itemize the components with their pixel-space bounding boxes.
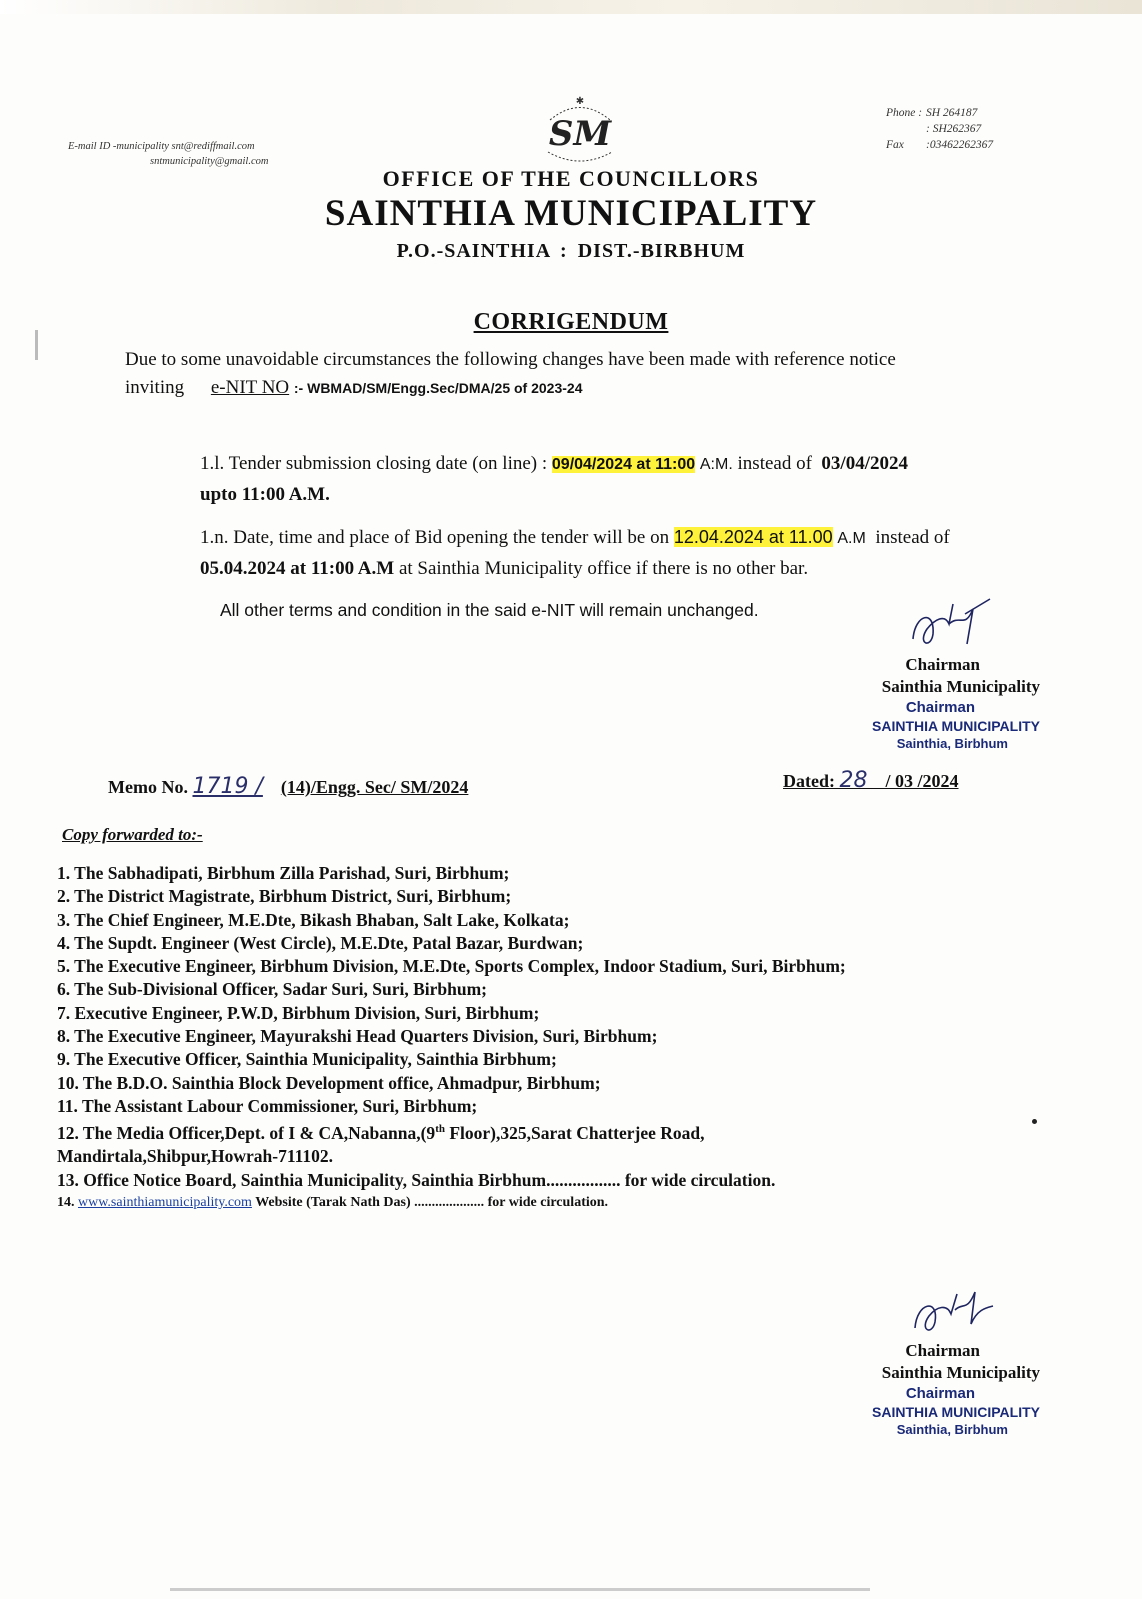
item1-old-date: 03/04/2024 <box>821 453 908 474</box>
list-item: 9. The Executive Officer, Sainthia Municipality, Sainthia Birbhum; <box>57 1049 557 1070</box>
signature-block-1 <box>800 594 1040 753</box>
recipient14-rest: Website (Tarak Nath Das) .................... for wide circulation. <box>255 1194 609 1210</box>
stamp1-line2: SAINTHIA MUNICIPALITY <box>872 718 1040 734</box>
item2-ampm: A.M <box>837 530 866 547</box>
item2-at: at <box>290 558 307 579</box>
memo-reference: (14)/Engg. Sec/ SM/2024 <box>280 777 469 797</box>
item2-old-date: 05.04.2024 <box>200 558 286 579</box>
list-item-14 <box>57 1192 1117 1214</box>
list-item: 8. The Executive Engineer, Mayurakshi Head Quarters Division, Suri, Birbhum; <box>57 1026 658 1047</box>
scan-top-edge <box>0 0 1142 14</box>
stamp1-line3: Sainthia, Birbhum <box>896 736 1008 751</box>
memo-line <box>108 774 468 799</box>
phone-2: : SH262367 <box>926 123 982 135</box>
item1-new-date: 09/04/2024 at 11:00 <box>551 456 696 473</box>
email-block <box>68 139 268 169</box>
document-title: CORRIGENDUM <box>473 309 669 335</box>
intro-text: Due to some unavoidable circumstances the following changes have been made with reference notice <box>125 349 896 370</box>
intro-paragraph <box>125 346 1045 402</box>
stamp2-line3: Sainthia, Birbhum <box>896 1422 1008 1437</box>
website-link[interactable]: www.sainthiamunicipality.com <box>78 1194 252 1210</box>
item2-suffix: at Sainthia Municipality office if there is no other bar. <box>398 558 809 579</box>
signature-block-2 <box>800 1280 1040 1439</box>
signatory-org-1: Sainthia Municipality <box>881 677 1040 696</box>
item2-prefix: 1.n. Date, time and place of Bid opening the tender will be on <box>200 527 670 548</box>
official-stamp-2 <box>800 1385 1040 1439</box>
change-item-1 <box>200 449 1050 510</box>
enit-label: e-NIT NO <box>210 377 290 398</box>
official-stamp-1 <box>800 699 1040 753</box>
logo-text: SM <box>548 114 612 154</box>
fax-label: Fax <box>886 139 904 151</box>
recipient-list <box>57 862 1117 1214</box>
item2-old-time: 11:00 A.M <box>310 558 395 579</box>
intro-inviting: inviting <box>125 377 185 398</box>
list-item: 3. The Chief Engineer, M.E.Dte, Bikash Bhaban, Salt Lake, Kolkata; <box>57 909 570 930</box>
list-item: 1. The Sabhadipati, Birbhum Zilla Parishad, Suri, Birbhum; <box>57 863 510 883</box>
list-item: 11. The Assistant Labour Commissioner, Suri, Birbhum; <box>57 1095 478 1116</box>
memo-label: Memo No. <box>108 777 188 797</box>
signatory-org-2: Sainthia Municipality <box>881 1363 1040 1382</box>
item1-old-time: upto 11:00 A.M. <box>200 484 330 505</box>
recipient12-part-a: 12. The Media Officer,Dept. of I & CA,Nabanna,(9 <box>57 1123 436 1144</box>
svg-text:✱: ✱ <box>575 96 585 107</box>
municipality-name: SAINTHIA MUNICIPALITY <box>324 193 818 234</box>
scan-bottom-edge <box>170 1588 870 1591</box>
item1-prefix: 1.l. Tender submission closing date (on line) : <box>200 453 548 474</box>
item1-ampm: A:M. <box>699 456 733 473</box>
memo-number: 1719 / <box>192 774 263 799</box>
phone-label: Phone : <box>886 107 923 119</box>
enit-reference: :- WBMAD/SM/Engg.Sec/DMA/25 of 2023-24 <box>293 380 583 396</box>
list-item: 7. Executive Engineer, P.W.D, Birbhum Division, Suri, Birbhum; <box>57 1002 540 1023</box>
list-item-12 <box>57 1118 1117 1145</box>
municipality-logo <box>530 90 630 170</box>
recipient12-sup: th <box>435 1123 445 1136</box>
stamp2-line1: Chairman <box>905 1385 975 1402</box>
list-item: 4. The Supdt. Engineer (West Circle), M.E.Dte, Patal Bazar, Burdwan; <box>57 932 584 953</box>
phone-block <box>886 105 993 153</box>
office-heading: OFFICE OF THE COUNCILLORS <box>382 166 760 191</box>
copy-forwarded-heading: Copy forwarded to:- <box>62 825 203 844</box>
list-item: 10. The B.D.O. Sainthia Block Development office, Ahmadpur, Birbhum; <box>57 1072 601 1093</box>
recipient14-num: 14. <box>57 1194 75 1210</box>
item2-new-date: 12.04.2024 at 11.00 <box>673 527 833 547</box>
email-line-1: E-mail ID -municipality snt@rediffmail.com <box>68 141 255 152</box>
handwritten-signature-2 <box>905 1280 995 1340</box>
list-item: 2. The District Magistrate, Birbhum District, Suri, Birbhum; <box>57 886 512 907</box>
signatory-title-2: Chairman <box>905 1341 980 1360</box>
list-item: 6. The Sub-Divisional Officer, Sadar Suri, Suri, Birbhum; <box>57 979 487 1000</box>
handwritten-signature-1 <box>905 594 995 654</box>
item2-instead: instead of <box>875 527 950 548</box>
recipient12-part-c: Mandirtala,Shibpur,Howrah-711102. <box>57 1146 334 1167</box>
stamp2-line2: SAINTHIA MUNICIPALITY <box>872 1404 1040 1420</box>
phone-1: SH 264187 <box>926 107 978 119</box>
recipient12-part-b: Floor),325,Sarat Chatterjee Road, <box>449 1123 705 1144</box>
address-line: P.O.-SAINTHIA : DIST.-BIRBHUM <box>396 240 746 262</box>
list-item: 5. The Executive Engineer, Birbhum Division, M.E.Dte, Sports Complex, Indoor Stadium, Suri, Birbhum; <box>57 956 846 977</box>
stamp1-line1: Chairman <box>905 699 975 716</box>
dated-label: Dated: <box>783 771 835 791</box>
list-item-13: 13. Office Notice Board, Sainthia Municipality, Sainthia Birbhum................. for wide circulation. <box>57 1169 776 1190</box>
signatory-title-1: Chairman <box>905 655 980 674</box>
item1-instead: instead of <box>737 453 812 474</box>
dated-day: 28 <box>839 768 868 793</box>
change-item-2 <box>200 522 1050 584</box>
email-line-2: sntmunicipality@gmail.com <box>150 156 269 167</box>
scan-dot <box>1032 1119 1037 1124</box>
dated-rest: / 03 /2024 <box>885 771 959 791</box>
fax-number: :03462262367 <box>926 139 994 151</box>
dated-line <box>783 768 959 793</box>
all-other-terms: All other terms and condition in the said e-NIT will remain unchanged. <box>220 600 759 620</box>
